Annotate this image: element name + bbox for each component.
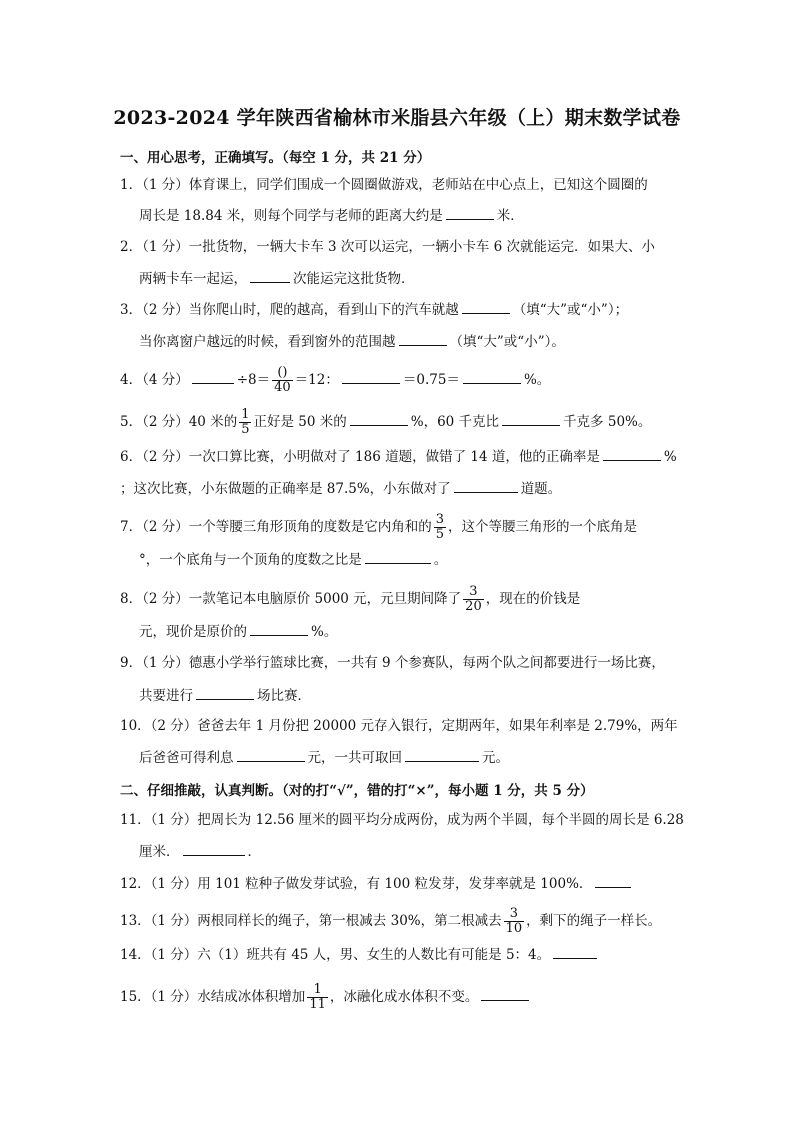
question-3-line-1 (120, 299, 628, 320)
question-6-line-1 (120, 446, 677, 467)
fraction (239, 408, 251, 437)
fraction-numerator: 1 (307, 983, 328, 998)
question-6-line-2 (120, 478, 561, 499)
question-2-line-1: 2．（1 分）一批货物，一辆大卡车 3 次可以运完，一辆小卡车 6 次就能运完．如果大、小 (120, 239, 656, 255)
fraction-denominator: 40 (274, 380, 291, 395)
question-7-text: 7．（2 分）一个等腰三角形顶角的度数是它内角和的 (120, 519, 432, 535)
question-1-text: 周长是 18.84 米，则每个同学与老师的距离大约是 (139, 208, 443, 224)
question-4-div: ÷8＝ (236, 372, 271, 388)
question-4 (120, 366, 550, 395)
fraction-numerator: () (272, 366, 293, 381)
question-14 (120, 944, 600, 965)
fraction (272, 366, 293, 395)
fraction-numerator: 1 (241, 407, 250, 422)
question-9-text-end: 场比赛． (257, 688, 311, 704)
question-5-text-3: 千克多 50%。 (563, 414, 652, 430)
answer-blank[interactable] (462, 299, 510, 314)
question-9-line-1: 9．（1 分）德惠小学举行篮球比赛，一共有 9 个参赛队，每两个队之间都要进行一场比赛， (120, 655, 665, 671)
answer-blank[interactable] (342, 369, 400, 384)
question-9-text: 共要进行 (139, 688, 193, 704)
section-1-heading: 一、用心思考，正确填写。（每空 1 分，共 21 分） (120, 150, 431, 166)
fraction-numerator: 3 (504, 907, 525, 922)
question-7-line-1 (120, 513, 637, 542)
question-3-hint: （填“大”或“小”）； (512, 302, 629, 318)
fraction-denominator: 5 (241, 422, 250, 437)
question-10-line-1: 10．（2 分）爸爸去年 1 月份把 20000 元存入银行，定期两年，如果年利率是 2.79%，两年 (120, 718, 678, 734)
answer-blank[interactable] (196, 685, 254, 700)
fraction-denominator: 11 (309, 997, 326, 1012)
answer-blank[interactable] (481, 986, 529, 1001)
question-15-text: 15．（1 分）水结成冰体积增加 (120, 989, 306, 1005)
fraction-numerator: 3 (463, 585, 484, 600)
question-6-text: 6．（2 分）一次口算比赛，小明做对了 186 道题，做错了 14 道，他的正确率是 (120, 449, 600, 465)
fraction (504, 907, 525, 936)
answer-blank[interactable] (350, 411, 408, 426)
answer-blank[interactable] (446, 205, 494, 220)
question-10-text-2: 元，一共可取回 (307, 750, 402, 766)
question-2-line-2 (139, 268, 415, 289)
question-3-line-2 (139, 331, 565, 352)
question-5-text-2: %，60 千克比 (410, 414, 500, 430)
question-8-percent: %。 (311, 624, 338, 640)
question-14-text: 14．（1 分）六（1）班共有 45 人，男、女生的人数比有可能是 5：4。 (120, 947, 551, 963)
fraction-denominator: 10 (505, 921, 523, 936)
question-3-text: 3．（2 分）当你爬山时，爬的越高，看到山下的汽车就越 (120, 302, 459, 318)
question-4-label: 4．（4 分） (120, 372, 189, 388)
fraction (463, 585, 484, 614)
question-5-label: 5．（2 分）40 米的 (120, 414, 238, 430)
question-1-line-2 (139, 205, 524, 226)
question-10-line-2 (139, 747, 509, 768)
question-8-text-2: ，现在的价钱是 (485, 591, 581, 607)
question-10-text-end: 元。 (482, 750, 509, 766)
question-13-text-2: ，剩下的绳子一样长。 (526, 913, 662, 929)
question-9-line-2 (139, 685, 311, 706)
question-5-text: 正好是 50 米的 (253, 414, 347, 430)
question-3-text-2: 当你离窗户越远的时候，看到窗外的范围越 (139, 334, 396, 350)
question-11-line-1: 11．（1 分）把周长为 12.56 厘米的圆平均分成两份，成为两个半圆，每个半圆的周长是 6.28 (120, 812, 684, 828)
fraction-denominator: 20 (465, 599, 482, 614)
question-7-text-2: ，这个等腰三角形的一个底角是 (448, 519, 638, 535)
question-1-line-1: 1．（1 分）体育课上，同学们围成一个圆圈做游戏，老师站在中心点上，已知这个圆圈的 (120, 177, 648, 193)
fraction (434, 513, 446, 542)
question-8-text: 8．（2 分）一款笔记本电脑原价 5000 元，元旦期间降了 (120, 591, 462, 607)
question-8-line-1 (120, 585, 580, 614)
question-1-unit: 米． (496, 208, 524, 224)
fraction (307, 983, 328, 1012)
answer-blank[interactable] (502, 411, 560, 426)
question-4-percent: %。 (523, 372, 551, 388)
answer-blank[interactable] (250, 621, 308, 636)
question-4-ratio: ＝12： (294, 372, 339, 388)
answer-blank[interactable] (250, 268, 290, 283)
answer-blank[interactable] (192, 369, 234, 384)
question-12 (120, 873, 634, 894)
answer-blank[interactable] (183, 841, 245, 856)
question-13-text: 13．（1 分）两根同样长的绳子，第一根减去 30%，第二根减去 (120, 913, 502, 929)
question-7-text-end: 。 (433, 552, 448, 568)
question-2-text-end: 次能运完这批货物． (293, 271, 415, 287)
question-8-line-2 (139, 621, 337, 642)
fraction-numerator: 3 (435, 512, 445, 527)
answer-blank[interactable] (365, 549, 431, 564)
question-7-text-3: °，一个底角与一个顶角的度数之比是 (139, 552, 362, 568)
question-10-text: 后爸爸可得利息 (139, 750, 234, 766)
question-15 (120, 983, 532, 1012)
question-7-line-2 (139, 549, 447, 570)
question-12-text: 12．（1 分）用 101 粒种子做发芽试验，有 100 粒发芽，发芽率就是 100%． (120, 876, 593, 892)
section-2-heading: 二、仔细推敲，认真判断。（对的打“√”，错的打“×”，每小题 1 分，共 5 分） (120, 783, 594, 799)
question-11-text: 厘米． (139, 844, 180, 860)
question-3-hint-2: （填“大”或“小”）。 (449, 334, 565, 350)
page-title: 2023-2024 学年陕西省榆林市米脂县六年级（上）期末数学试卷 (113, 107, 681, 129)
answer-blank[interactable] (603, 446, 661, 461)
answer-blank[interactable] (595, 873, 631, 888)
question-6-text-2: ；这次比赛，小东做题的正确率是 87.5%，小东做对了 (120, 481, 451, 497)
question-11-line-2 (139, 841, 261, 862)
question-15-text-2: ，冰融化成水体积不变。 (329, 989, 479, 1005)
answer-blank[interactable] (399, 331, 447, 346)
answer-blank[interactable] (237, 747, 305, 762)
question-2-text: 两辆卡车一起运， (139, 271, 247, 287)
question-6-percent: % (663, 449, 677, 465)
answer-blank[interactable] (454, 478, 518, 493)
question-6-text-end: 道题。 (520, 481, 562, 497)
question-11-text-end: ． (247, 844, 261, 860)
answer-blank[interactable] (405, 747, 479, 762)
question-8-text-3: 元，现价是原价的 (139, 624, 247, 640)
answer-blank[interactable] (463, 369, 521, 384)
question-4-decimal: ＝0.75＝ (402, 372, 460, 388)
answer-blank[interactable] (553, 944, 597, 959)
question-13 (120, 907, 661, 936)
question-5 (120, 408, 651, 437)
fraction-denominator: 5 (435, 527, 445, 542)
